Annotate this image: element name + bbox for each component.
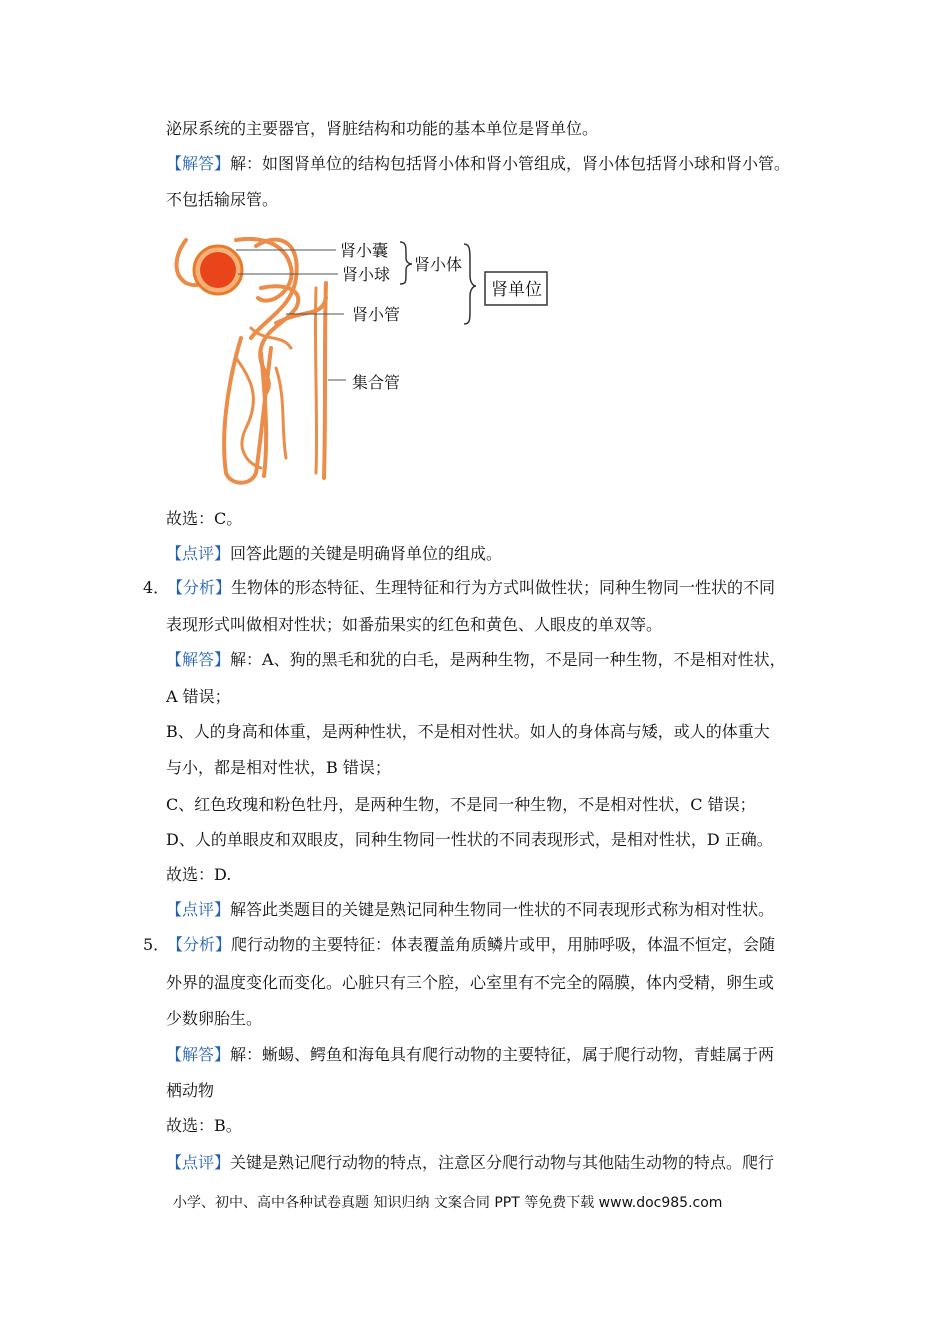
choice-line: 故选：B。: [166, 1116, 242, 1135]
choice-line: 故选：C。: [166, 509, 243, 528]
label-capsule: 肾小囊: [340, 241, 389, 260]
comment-text: 关键是熟记爬行动物的特点，注意区分爬行动物与其他陆生动物的特点。爬行: [230, 1153, 775, 1172]
q5-comment-line: [166, 1152, 774, 1174]
text-line: B、人的身高和体重，是两种性状，不是相对性状。如人的身体高与矮，或人的体重大: [166, 722, 770, 741]
comment-line: [166, 543, 502, 565]
comment-tag: 【点评】: [166, 1153, 231, 1172]
q4-comment-line: [166, 899, 774, 921]
answer-text: 解：如图肾单位的结构包括肾小体和肾小管组成，肾小体包括肾小球和肾小管。: [230, 154, 791, 173]
answer-tag: 【解答】: [166, 650, 231, 669]
text-line: 表现形式叫做相对性状；如番茄果实的红色和黄色、人眼皮的单双等。: [166, 615, 663, 634]
answer-text: 解：A、狗的黑毛和犹的白毛，是两种生物，不是同一种生物，不是相对性状，: [230, 650, 786, 669]
q4-analysis-line: [143, 577, 775, 599]
analysis-text: 生物体的形态特征、生理特征和行为方式叫做性状；同种生物同一性状的不同: [231, 578, 776, 597]
answer-tag: 【解答】: [166, 154, 231, 173]
text-line: 外界的温度变化而变化。心脏只有三个腔，心室里有不完全的隔膜，体内受精，卵生或: [166, 973, 775, 992]
question-number: 5．: [143, 935, 170, 954]
label-corpuscle: 肾小体: [414, 255, 463, 274]
answer-tag: 【解答】: [166, 1045, 231, 1064]
label-nephron: 肾单位: [491, 280, 542, 300]
comment-text: 回答此题的关键是明确肾单位的组成。: [230, 544, 503, 563]
text-line: 与小，都是相对性状，B 错误；: [166, 758, 391, 777]
q4-answer-line: [166, 649, 786, 671]
question-number: 4．: [143, 578, 170, 597]
page-footer: 小学、初中、高中各种试卷真题 知识归纳 文案合同 PPT 等免费下载 www.doc985.com: [173, 1195, 723, 1211]
text-line: 栖动物: [166, 1081, 215, 1100]
label-tubule: 肾小管: [352, 305, 401, 324]
analysis-tag: 【分析】: [167, 935, 232, 954]
comment-tag: 【点评】: [166, 544, 231, 563]
q5-answer-line: [166, 1044, 774, 1066]
text-line: 泌尿系统的主要器官，肾脏结构和功能的基本单位是肾单位。: [166, 119, 599, 138]
nephron-diagram: [166, 228, 556, 490]
analysis-tag: 【分析】: [167, 578, 232, 597]
label-glomerulus: 肾小球: [342, 265, 391, 284]
answer-text: 解：蜥蜴、鳄鱼和海龟具有爬行动物的主要特征，属于爬行动物，青蛙属于两: [230, 1045, 775, 1064]
comment-text: 解答此类题目的关键是熟记同种生物同一性状的不同表现形式称为相对性状。: [230, 900, 775, 919]
answer-line: [166, 153, 790, 175]
q5-analysis-line: [143, 934, 775, 956]
text-line: 不包括输尿管。: [166, 190, 279, 209]
text-line: 少数卵胎生。: [166, 1009, 263, 1028]
label-collecting-duct: 集合管: [352, 373, 401, 392]
comment-tag: 【点评】: [166, 900, 231, 919]
text-line: A 错误；: [166, 687, 231, 706]
choice-line: 故选：D.: [166, 865, 232, 884]
nephron-illustration: [166, 228, 556, 490]
text-line: C、红色玫瑰和粉色牡丹，是两种生物，不是同一种生物，不是相对性状，C 错误；: [166, 795, 756, 814]
text-line: D、人的单眼皮和双眼皮，同种生物同一性状的不同表现形式，是相对性状，D 正确。: [166, 830, 773, 849]
analysis-text: 爬行动物的主要特征：体表覆盖角质鳞片或甲，用肺呼吸，体温不恒定，会随: [231, 935, 776, 954]
glomerulus: [200, 252, 236, 288]
